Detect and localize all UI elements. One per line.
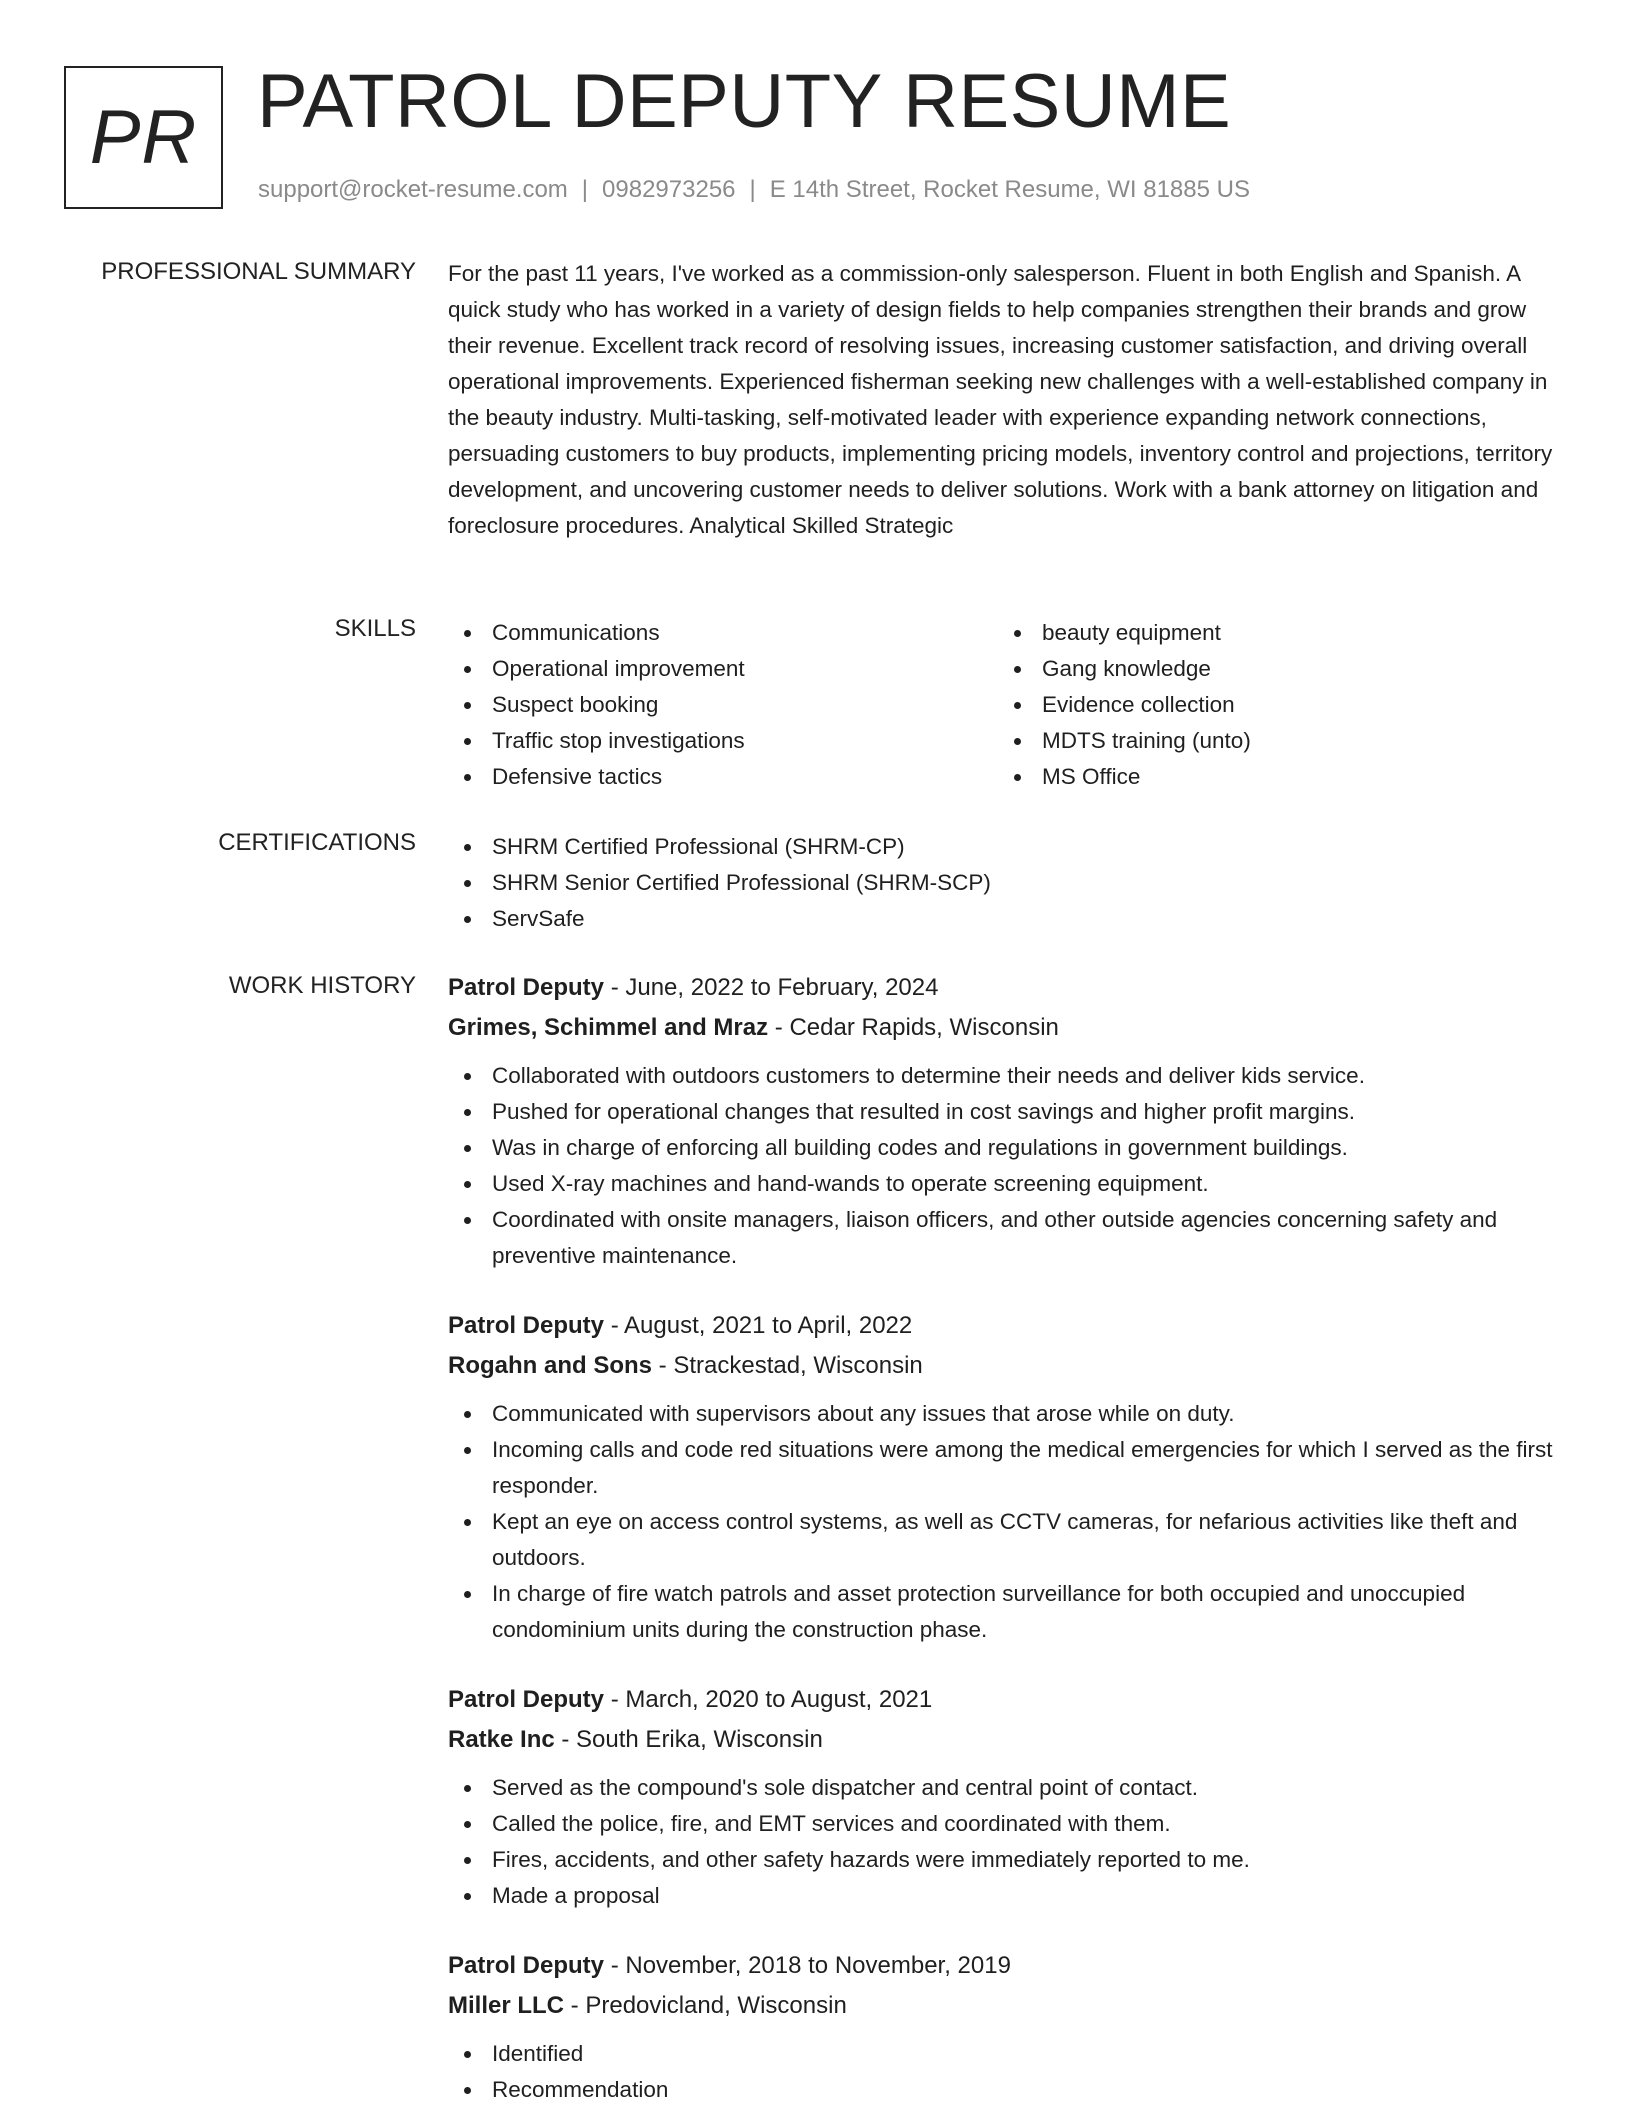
certifications-heading: CERTIFICATIONS bbox=[218, 829, 416, 856]
job-duty: Pushed for operational changes that resulted in cost savings and higher profit margins. bbox=[448, 1094, 1570, 1130]
monogram-initials: PR bbox=[89, 95, 198, 180]
job-duty: Made a proposal bbox=[448, 1878, 1570, 1914]
job-entry bbox=[448, 1306, 1570, 1648]
work-history-body bbox=[448, 968, 1570, 2112]
job-company-line bbox=[448, 1008, 1570, 1048]
summary-heading: PROFESSIONAL SUMMARY bbox=[101, 258, 416, 285]
contact-email: support@rocket-resume.com bbox=[258, 176, 568, 203]
certifications-body bbox=[448, 829, 1570, 937]
job-duties bbox=[448, 2036, 1570, 2108]
job-duty: Incoming calls and code red situations were among the medical emergencies for which I served as the first responder. bbox=[448, 1432, 1570, 1504]
job-duty: Served as the compound's sole dispatcher and central point of contact. bbox=[448, 1770, 1570, 1806]
job-dates: - March, 2020 to August, 2021 bbox=[604, 1686, 933, 1713]
job-company-line bbox=[448, 1720, 1570, 1760]
contact-separator: | bbox=[749, 176, 756, 203]
skills-body bbox=[448, 615, 1570, 795]
skill-item: Defensive tactics bbox=[448, 759, 998, 795]
job-duty: Collaborated with outdoors customers to determine their needs and deliver kids service. bbox=[448, 1058, 1570, 1094]
skills-list-right bbox=[998, 615, 1548, 795]
job-title-line bbox=[448, 968, 1570, 1008]
job-entry bbox=[448, 1680, 1570, 1914]
job-location: - Strackestad, Wisconsin bbox=[652, 1352, 923, 1379]
job-title-line bbox=[448, 1306, 1570, 1346]
job-entry bbox=[448, 968, 1570, 1274]
job-dates: - November, 2018 to November, 2019 bbox=[604, 1952, 1011, 1979]
job-title: Patrol Deputy bbox=[448, 1312, 605, 1339]
job-duty: In charge of fire watch patrols and asset protection surveillance for both occupied and unoccupied condominium units during the construction phase. bbox=[448, 1576, 1570, 1648]
job-title: Patrol Deputy bbox=[448, 1686, 605, 1713]
job-dates: - June, 2022 to February, 2024 bbox=[604, 974, 939, 1001]
skill-item: Operational improvement bbox=[448, 651, 998, 687]
resume-title: PATROL DEPUTY RESUME bbox=[257, 59, 1232, 144]
work-history-heading: WORK HISTORY bbox=[228, 972, 416, 999]
job-company: Grimes, Schimmel and Mraz bbox=[448, 1014, 769, 1041]
contact-separator: | bbox=[581, 176, 589, 203]
skill-item: Gang knowledge bbox=[998, 651, 1548, 687]
job-duty: Used X-ray machines and hand-wands to operate screening equipment. bbox=[448, 1166, 1570, 1202]
job-location: - Cedar Rapids, Wisconsin bbox=[768, 1014, 1059, 1041]
job-location: - South Erika, Wisconsin bbox=[554, 1726, 823, 1753]
job-duty: Coordinated with onsite managers, liaison officers, and other outside agencies concerning safety and preventive maintenance. bbox=[448, 1202, 1570, 1274]
job-duty: Kept an eye on access control systems, as well as CCTV cameras, for nefarious activities like theft and outdoors. bbox=[448, 1504, 1570, 1576]
job-duties bbox=[448, 1396, 1570, 1648]
job-duty: Recommendation bbox=[448, 2072, 1570, 2108]
contact-line bbox=[258, 176, 1250, 204]
job-title: Patrol Deputy bbox=[448, 974, 605, 1001]
certification-item: SHRM Certified Professional (SHRM-CP) bbox=[448, 829, 1570, 865]
job-title: Patrol Deputy bbox=[448, 1952, 605, 1979]
job-company-line bbox=[448, 1986, 1570, 2026]
job-company-line bbox=[448, 1346, 1570, 1386]
job-location: - Predovicland, Wisconsin bbox=[564, 1992, 847, 2019]
job-company: Miller LLC bbox=[448, 1992, 565, 2019]
job-title-line bbox=[448, 1946, 1570, 1986]
certification-item: ServSafe bbox=[448, 901, 1570, 937]
skill-item: MS Office bbox=[998, 759, 1548, 795]
job-entry bbox=[448, 1946, 1570, 2108]
skill-item: Traffic stop investigations bbox=[448, 723, 998, 759]
certifications-list bbox=[448, 829, 1570, 937]
job-company: Ratke Inc bbox=[448, 1726, 555, 1753]
skill-item: beauty equipment bbox=[998, 615, 1548, 651]
skills-list-left bbox=[448, 615, 998, 795]
job-duty: Was in charge of enforcing all building codes and regulations in government buildings. bbox=[448, 1130, 1570, 1166]
job-duties bbox=[448, 1770, 1570, 1914]
job-company: Rogahn and Sons bbox=[448, 1352, 652, 1379]
monogram-box bbox=[64, 66, 223, 209]
skills-heading: SKILLS bbox=[334, 615, 416, 642]
job-duty: Communicated with supervisors about any issues that arose while on duty. bbox=[448, 1396, 1570, 1432]
contact-phone: 0982973256 bbox=[602, 176, 736, 203]
certification-item: SHRM Senior Certified Professional (SHRM-SCP) bbox=[448, 865, 1570, 901]
skill-item: MDTS training (unto) bbox=[998, 723, 1548, 759]
skill-item: Communications bbox=[448, 615, 998, 651]
summary-text: For the past 11 years, I've worked as a commission-only salesperson. Fluent in both English and Spanish. A quick study who has worked in a variety of design fields to help companies strengthen their brands and grow their revenue. Excellent track record of resolving issues, increasing customer satisfaction, and driving overall operational improvements. Experienced fisherman seeking new challenges with a well-established company in the beauty industry. Multi-tasking, self-motivated leader with experience expanding network connections, persuading customers to buy products, implementing pricing models, inventory control and projections, territory development, and uncovering customer needs to deliver solutions. Work with a bank attorney on litigation and foreclosure procedures. Analytical Skilled Strategic bbox=[448, 261, 1553, 538]
job-duty: Called the police, fire, and EMT services and coordinated with them. bbox=[448, 1806, 1570, 1842]
job-title-line bbox=[448, 1680, 1570, 1720]
job-duty: Fires, accidents, and other safety hazards were immediately reported to me. bbox=[448, 1842, 1570, 1878]
skill-item: Evidence collection bbox=[998, 687, 1548, 723]
skill-item: Suspect booking bbox=[448, 687, 998, 723]
job-duty: Identified bbox=[448, 2036, 1570, 2072]
contact-address: E 14th Street, Rocket Resume, WI 81885 US bbox=[769, 176, 1250, 203]
job-dates: - August, 2021 to April, 2022 bbox=[604, 1312, 913, 1339]
job-duties bbox=[448, 1058, 1570, 1274]
